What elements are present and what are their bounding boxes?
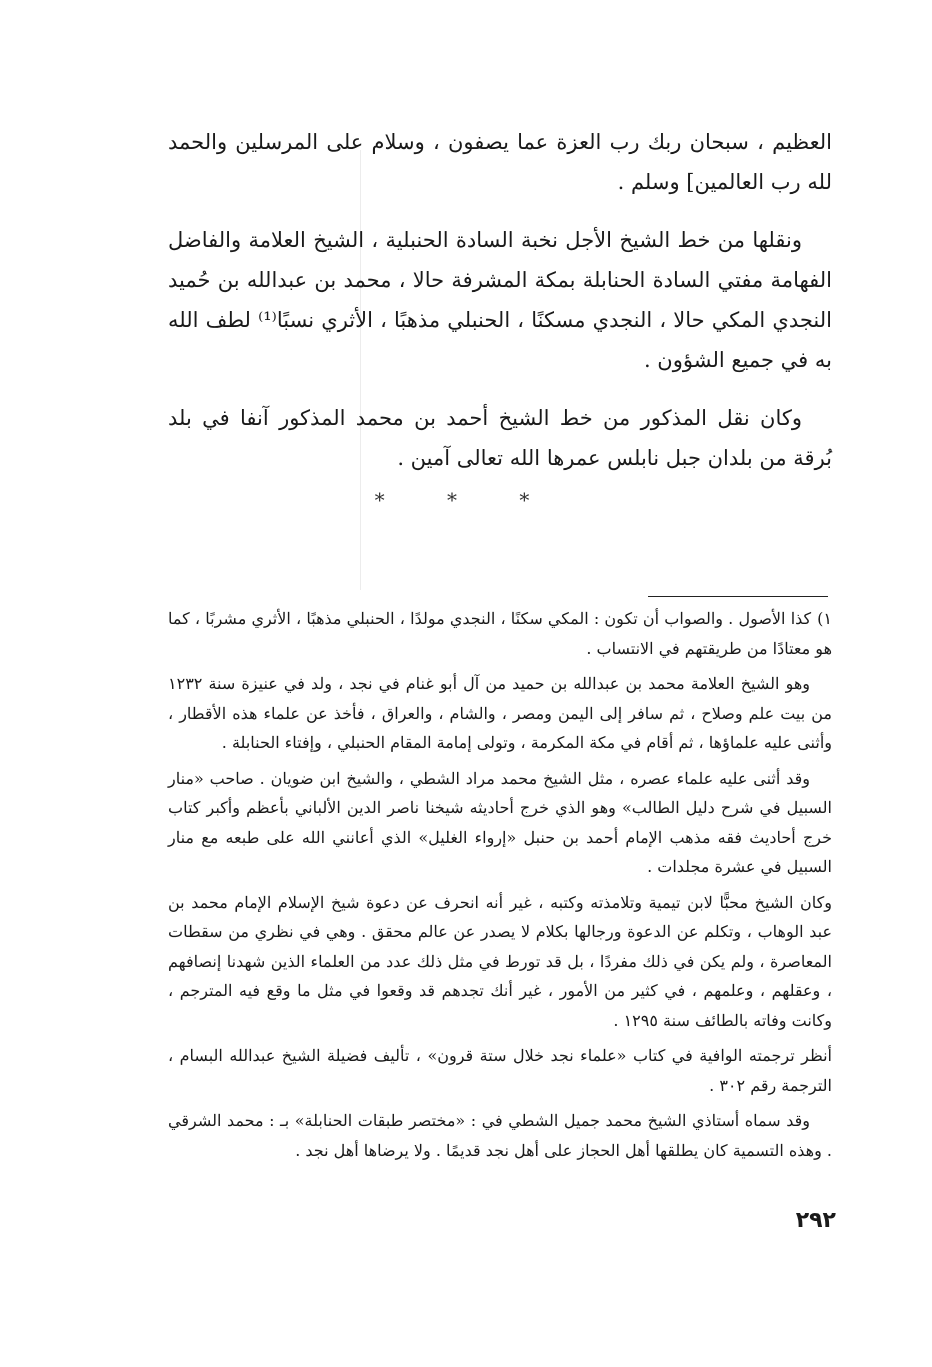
footnote-para-4: وكان الشيخ محبًّا لابن تيمية وتلامذته وكتبه ، غير أنه انحرف عن دعوة شيخ الإسلام الإمام محمد بن عبد الوهاب ، وتكلم عن الدعوة ورجالها بكلام لا يصدر عن عالم محقق . وهي في نظري من سقطات المعاصرة ، ولم يكن في ذلك مفردًا ، بل قد تورط في مثل ذلك عدد من العلماء الذين شهدنا إنصافهم ، وعقلهم ، وعلمهم ، في كثير من الأمور ، غير أنك تجدهم قد وقعوا في مثل ما وقع فيه المترجم ، وكانت وفاته بالطائف سنة ١٢٩٥ . (168, 892, 833, 1030)
paragraph-2: ونقلها من خط الشيخ الأجل نخبة السادة الحنبلية ، الشيخ العلامة والفاضل الفهامة مفتي السادة الحنابلة بمكة المشرفة حالا ، محمد بن عبدالله بن حُميد النجدي المكي حالا ، النجدي مسكنًا ، الحنبلي مذهبًا ، الأثري نسبًا⁽¹⁾ لطف الله به في جميع الشؤون . (168, 228, 832, 372)
section-separator: * * * (374, 488, 558, 512)
footnote-1-text: كذا الأصول . والصواب أن تكون : المكي سكنًا ، النجدي مولدًا ، الحنبلي مذهبًا ، الأثري مشربًا ، كما هو معتادًا من طريقتهم في الانتساب . (168, 609, 832, 658)
paragraph-1: العظيم ، سبحان ربك رب العزة عما يصفون ، وسلام على المرسلين والحمد لله رب العالمين] وسلم . (168, 130, 832, 194)
footnotes (168, 604, 832, 1165)
footnote-rule (648, 596, 828, 597)
footnote-para-6: وقد سماه أستاذي الشيخ محمد جميل الشطي في : «مختصر طبقات الحنابلة» بـ : محمد الشرقي . وهذه التسمية كان يطلقها أهل الحجاز على أهل نجد قديمًا . ولا يرضاها أهل نجد . (168, 1111, 832, 1160)
footnote-para-2: وهو الشيخ العلامة محمد بن عبدالله بن حميد من آل أبو غنام في نجد ، ولد في عنيزة سنة ١٢٣٢ من بيت علم وصلاح ، ثم سافر إلى اليمن ومصر ، والشام ، والعراق ، فأخذ عن علماء هذه الأقطار ، وأثنى عليه علماؤها ، ثم أقام في مكة المكرمة ، وتولى إمامة المقام الحنبلي ، وإفتاء الحنابلة . (168, 674, 832, 752)
footnote-para-3: وقد أثنى عليه علماء عصره ، مثل الشيخ محمد مراد الشطي ، والشيخ ابن ضويان . صاحب «منار السبيل في شرح دليل الطالب» وهو الذي خرج أحاديثه شيخنا ناصر الدين الألباني بأعظم وأكبر كتاب خرج أحاديث فقه مذهب الإمام أحمد بن حنبل «إرواء الغليل» الذي أعانني الله على طبعه مع منار السبيل في عشرة مجلدات . (168, 768, 832, 876)
footnote-1 (168, 604, 832, 663)
footnote-number: ١) (817, 609, 832, 628)
footnote-para-5: أنظر ترجمته الوافية في كتاب «علماء نجد خلال ستة قرون» ، تأليف فضيلة الشيخ عبدالله البسام ، الترجمة رقم ٣٠٢ . (168, 1046, 832, 1095)
page-number: ٢٩٢ (795, 1208, 836, 1233)
main-text (168, 122, 832, 478)
paragraph-3: وكان نقل المذكور من خط الشيخ أحمد بن محمد المذكور آنفا في بلد بُرقة من بلدان جبل نابلس عمرها الله تعالى آمين . (168, 406, 832, 470)
